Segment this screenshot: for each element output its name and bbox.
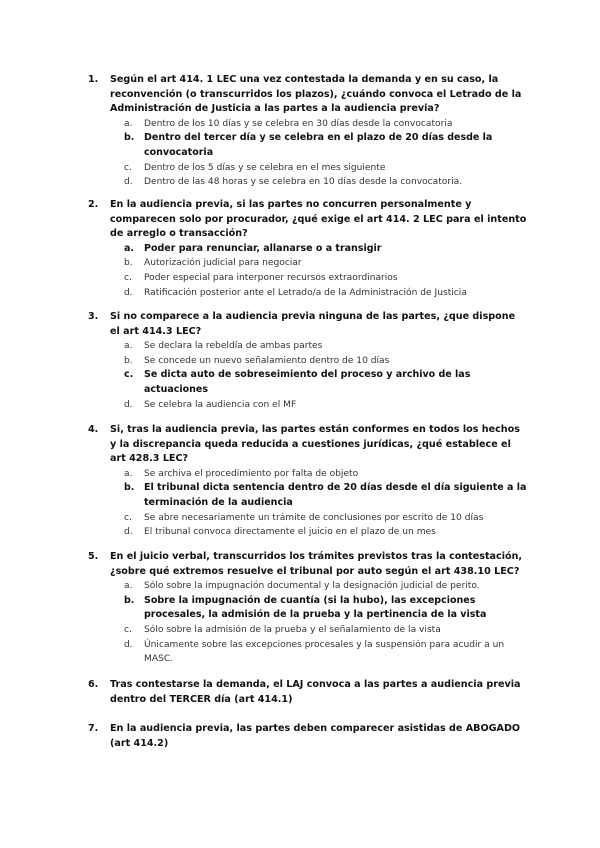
option-text: Dentro de las 48 horas y se celebra en 10 días desde la convocatoria. bbox=[144, 177, 463, 188]
question-3 bbox=[88, 310, 528, 412]
option-text: Dentro de los 10 días y se celebra en 30 días desde la convocatoria bbox=[144, 118, 453, 129]
option-text: Únicamente sobre las excepciones procesales y la suspensión para acudir a un MASC. bbox=[144, 639, 505, 665]
question-number: 1. bbox=[88, 74, 99, 85]
option-letter: d. bbox=[124, 287, 133, 298]
option-letter: c. bbox=[124, 624, 132, 635]
option-letter: b. bbox=[124, 132, 135, 144]
option-letter: d. bbox=[124, 177, 133, 188]
question-number: 5. bbox=[88, 551, 99, 562]
question-7 bbox=[88, 722, 528, 751]
option-letter: a. bbox=[124, 242, 135, 254]
option-b bbox=[124, 354, 528, 369]
option-text: Poder para renunciar, allanarse o a transigir bbox=[144, 242, 382, 254]
option-letter: a. bbox=[124, 581, 133, 592]
option-text: Se celebra la audiencia con el MF bbox=[144, 399, 297, 410]
option-c bbox=[124, 511, 528, 526]
question-number: 2. bbox=[88, 199, 99, 210]
option-letter: d. bbox=[124, 399, 133, 410]
option-text: Autorización judicial para negociar bbox=[144, 258, 302, 269]
option-d bbox=[124, 525, 528, 540]
option-d bbox=[124, 286, 528, 301]
option-letter: d. bbox=[124, 527, 133, 538]
option-b-correct bbox=[124, 131, 528, 160]
option-text: Se abre necesariamente un trámite de conclusiones por escrito de 10 días bbox=[144, 512, 484, 523]
option-text: Se declara la rebeldía de ambas partes bbox=[144, 341, 323, 352]
option-text: Se archiva el procedimiento por falta de objeto bbox=[144, 468, 359, 479]
option-text: Se dicta auto de sobreseimiento del proceso y archivo de las actuaciones bbox=[144, 369, 471, 395]
option-text: Se concede un nuevo señalamiento dentro de 10 días bbox=[144, 355, 390, 366]
question-5 bbox=[88, 550, 528, 667]
option-b-correct bbox=[124, 594, 528, 623]
option-d bbox=[124, 398, 528, 413]
question-number: 7. bbox=[88, 723, 99, 734]
option-letter: b. bbox=[124, 482, 135, 494]
option-text: Dentro del tercer día y se celebra en el plazo de 20 días desde la convocatoria bbox=[144, 132, 493, 158]
option-a bbox=[124, 117, 528, 132]
option-letter: b. bbox=[124, 355, 133, 366]
option-c-correct bbox=[124, 368, 528, 397]
option-d bbox=[124, 175, 528, 190]
option-a bbox=[124, 339, 528, 354]
question-2 bbox=[88, 198, 528, 300]
question-number: 4. bbox=[88, 424, 99, 435]
option-letter: a. bbox=[124, 118, 133, 129]
question-text: Según el art 414. 1 LEC una vez contestada la demanda y en su caso, la reconvención (o transcurridos los plazos), ¿cuándo convoca el Letrado de la Administración de Justicia a las partes a la audiencia previa? bbox=[110, 74, 522, 115]
option-letter: c. bbox=[124, 162, 132, 173]
option-c bbox=[124, 161, 528, 176]
option-c bbox=[124, 271, 528, 286]
option-text: Sólo sobre la admisión de la prueba y el señalamiento de la vista bbox=[144, 624, 441, 635]
option-text: Ratificación posterior ante el Letrado/a de la Administración de Justicia bbox=[144, 287, 467, 298]
question-text: Si no comparece a la audiencia previa ninguna de las partes, ¿que dispone el art 414.3 LEC? bbox=[110, 311, 516, 337]
option-a bbox=[124, 579, 528, 594]
question-text: En la audiencia previa, si las partes no concurren personalmente y comparecen solo por procurador, ¿qué exige el art 414. 2 LEC para el intento de arreglo o transacción? bbox=[110, 199, 527, 240]
question-text: Tras contestarse la demanda, el LAJ convoca a las partes a audiencia previa dentro del TERCER día (art 414.1) bbox=[110, 679, 521, 705]
question-4 bbox=[88, 423, 528, 540]
question-text: En el juicio verbal, transcurridos los trámites previstos tras la contestación, ¿sobre qué extremos resuelve el tribunal por auto según el art 438.10 LEC? bbox=[110, 551, 523, 577]
option-text: Sólo sobre la impugnación documental y la designación judicial de perito. bbox=[144, 581, 480, 592]
option-b bbox=[124, 256, 528, 271]
option-letter: d. bbox=[124, 639, 133, 650]
option-c bbox=[124, 623, 528, 638]
option-text: Dentro de los 5 días y se celebra en el mes siguiente bbox=[144, 162, 386, 173]
option-text: El tribunal dicta sentencia dentro de 20 días desde el día siguiente a la terminación de la audiencia bbox=[144, 482, 527, 508]
question-number: 3. bbox=[88, 311, 99, 322]
question-number: 6. bbox=[88, 679, 99, 690]
option-a bbox=[124, 467, 528, 482]
option-letter: b. bbox=[124, 594, 135, 606]
question-1 bbox=[88, 73, 528, 190]
question-text: Si, tras la audiencia previa, las partes están conformes en todos los hechos y la discrepancia queda reducida a cuestiones jurídicas, ¿qué establece el art 428.3 LEC? bbox=[110, 424, 520, 465]
option-b-correct bbox=[124, 481, 528, 510]
option-letter: a. bbox=[124, 468, 133, 479]
option-d bbox=[124, 638, 528, 667]
option-a-correct bbox=[124, 242, 528, 257]
option-text: Poder especial para interponer recursos extraordinarios bbox=[144, 272, 398, 283]
question-text: En la audiencia previa, las partes deben comparecer asistidas de ABOGADO (art 414.2) bbox=[110, 723, 521, 749]
option-letter: c. bbox=[124, 369, 134, 381]
option-letter: a. bbox=[124, 341, 133, 352]
option-letter: b. bbox=[124, 258, 133, 269]
option-letter: c. bbox=[124, 512, 132, 523]
option-text: Sobre la impugnación de cuantía (si la hubo), las excepciones procesales, la admisión de la prueba y la pertinencia de la vista bbox=[144, 594, 487, 621]
question-6 bbox=[88, 678, 528, 707]
option-letter: c. bbox=[124, 272, 132, 283]
option-text: El tribunal convoca directamente el juicio en el plazo de un mes bbox=[144, 527, 436, 538]
